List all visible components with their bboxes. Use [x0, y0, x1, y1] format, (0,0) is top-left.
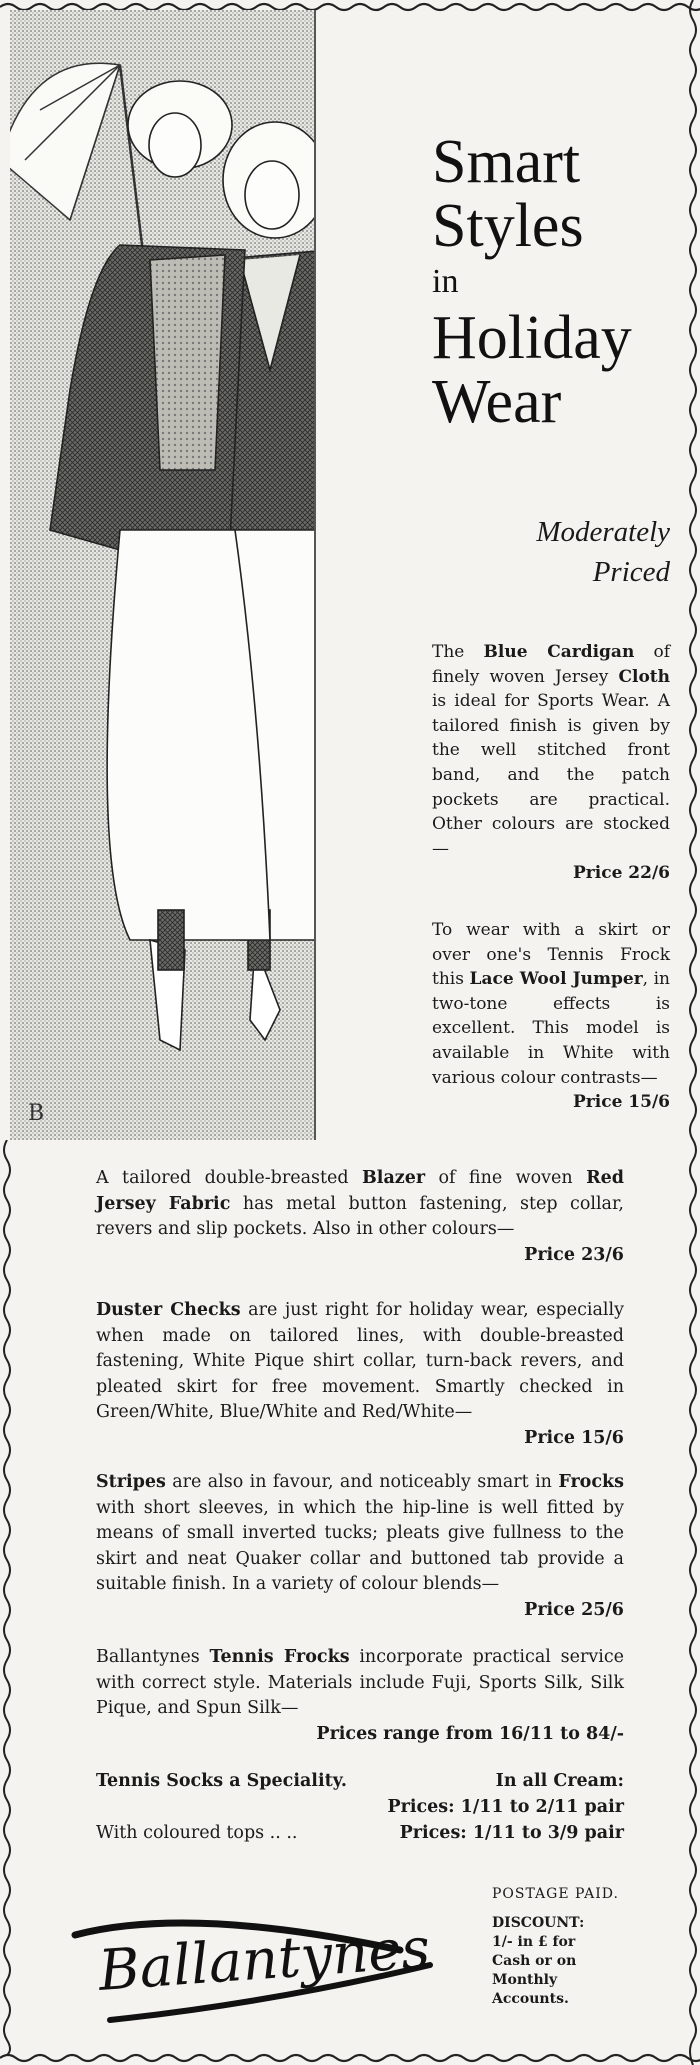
item-price: Prices range from 16/11 to 84/- [316, 1723, 624, 1744]
socks-tops-price: Prices: 1/11 to 3/9 pair [399, 1823, 624, 1843]
headline-line-2: Styles [432, 192, 584, 260]
socks-cream-label: In all Cream: [495, 1771, 624, 1791]
item-price: Price 15/6 [573, 1092, 670, 1113]
socks-title: Tennis Socks a Speciality. [96, 1771, 347, 1791]
right-wavy-border [686, 0, 700, 2065]
postage-paid: POSTAGE PAID. [492, 1886, 619, 1902]
item-blue-cardigan: The Blue Cardigan of finely woven Jersey Cloth is ideal for Sports Wear. A tailored finish is given by the well stitched front band, and the patch pockets are practical. Other colours are stocked— Price 22/6 [432, 640, 670, 886]
socks-line-3 [96, 1820, 624, 1846]
item-duster-checks: Duster Checks are just right for holiday wear, especially when made on tailored lines, with double-breasted fastening, White Pique shirt collar, turn-back revers, and pleated skirt for free movement. Smartly checked in Green/White, Blue/White and Red/White— Price 15/6 [96, 1298, 624, 1451]
socks-line-2 [96, 1794, 624, 1820]
socks-cream-price: Prices: 1/11 to 2/11 pair [387, 1797, 624, 1817]
left-wavy-border [0, 1140, 14, 2055]
brand-logo-icon [70, 1895, 440, 2025]
discount-line-4: Accounts. [492, 1991, 569, 2007]
item-blazer: A tailored double-breasted Blazer of fine woven Red Jersey Fabric has metal button fastening, step collar, revers and slip pockets. Also in other colours— Price 23/6 [96, 1166, 624, 1268]
two-women-drawing [10, 10, 314, 1140]
discount-label: DISCOUNT: [492, 1915, 585, 1931]
subheadline-line-1: Moderately [536, 516, 670, 548]
discount-line-2: Cash or on [492, 1953, 577, 1969]
item-price: Price 25/6 [524, 1599, 624, 1620]
headline-line-4: Holiday [432, 304, 632, 372]
socks-tops-label: With coloured tops .. .. [96, 1823, 298, 1843]
headline [432, 130, 682, 434]
headline-line-5: Wear [432, 368, 562, 436]
tennis-socks-block [96, 1768, 624, 1846]
item-tennis-frocks: Ballantynes Tennis Frocks incorporate practical service with correct style. Materials include Fuji, Sports Silk, Silk Pique, and Spun Silk— Prices range from 16/11 to 84/- [96, 1645, 624, 1747]
item-price: Price 23/6 [524, 1244, 624, 1265]
subheadline-line-2: Priced [592, 556, 670, 588]
subheadline [470, 512, 670, 592]
item-lace-wool-jumper: To wear with a skirt or over one's Tennis Frock this Lace Wool Jumper, in two-tone effects is excellent. This model is available in White with various colour contrasts— Price 15/6 [432, 918, 670, 1115]
item-stripes-frocks: Stripes are also in favour, and noticeably smart in Frocks with short sleeves, in which the hip-line is well fitted by means of small inverted tucks; pleats give fullness to the skirt and neat Quaker collar and buttoned tab provide a suitable finish. In a variety of colour blends— Price 25/6 [96, 1470, 624, 1623]
svg-text:Ballantynes: Ballantynes [96, 1915, 433, 2004]
ballantynes-logo [70, 1895, 440, 2025]
headline-line-1: Smart [432, 128, 581, 196]
postage-discount-block [492, 1885, 662, 2009]
fashion-illustration [10, 10, 316, 1140]
headline-line-3: in [432, 263, 459, 300]
socks-line-1 [96, 1768, 624, 1794]
bottom-wavy-border [0, 2051, 700, 2065]
item-price: Price 22/6 [573, 863, 670, 884]
item-price: Price 15/6 [524, 1427, 624, 1448]
discount-line-1: 1/- in £ for [492, 1934, 576, 1950]
artist-signature: B [28, 1101, 45, 1126]
discount-line-3: Monthly [492, 1972, 558, 1988]
